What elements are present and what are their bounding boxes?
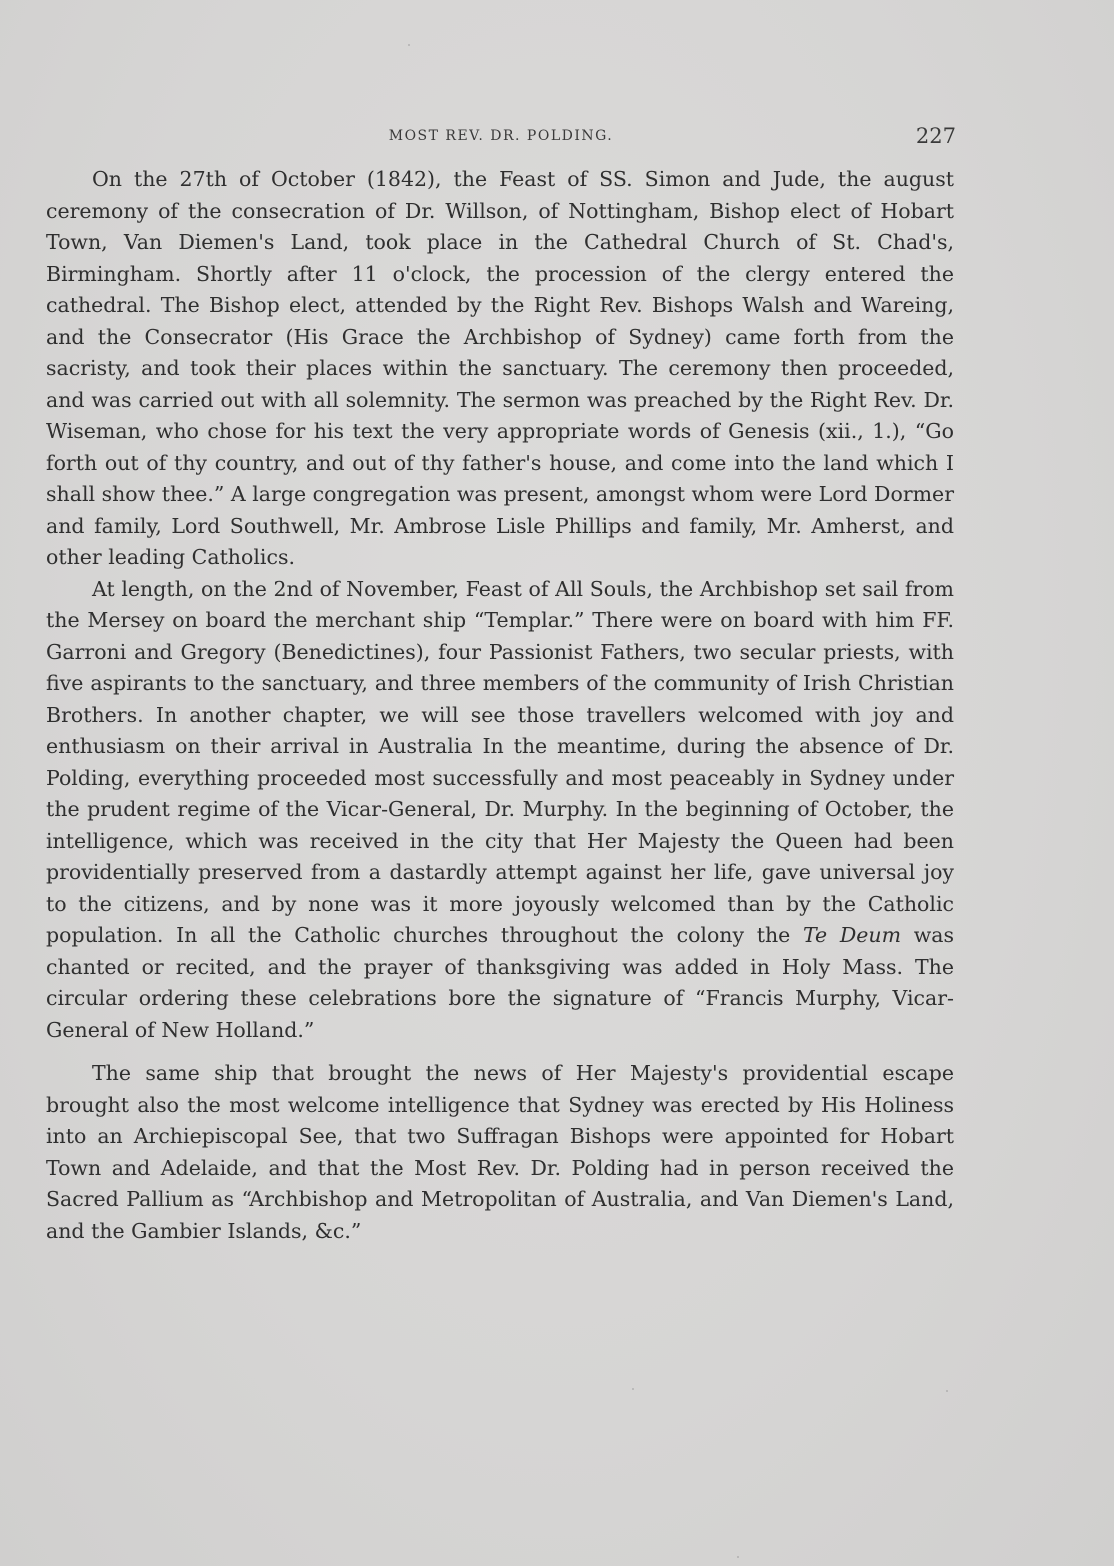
paragraph-archiepiscopal-see	[46, 1058, 954, 1247]
paper-speck	[632, 1388, 634, 1390]
paper-speck	[408, 44, 410, 46]
paragraph-text: On the 27th of October (1842), the Feast of SS. Simon and Jude, the august ceremony of the consecration of Dr. Willson, of Nottingham, Bishop elect of Hobart Town, Van Diemen's Land, took place in the Cathedral Church of St. Chad's, Birmingham. Shortly after 11 o'clock, the procession of the clergy entered the cathedral. The Bishop elect, attended by the Right Rev. Bishops Walsh and Wareing, and the Consecrator (His Grace the Archbishop of Sydney) came forth from the sacristy, and took their places within the sanctuary. The ceremony then proceeded, and was carried out with all solemnity. The sermon was preached by the Right Rev. Dr. Wiseman, who chose for his text the very appropriate words of Genesis (xii., 1.), “Go forth out of thy country, and out of thy father's house, and come into the land which I shall show thee.” A large congregation was present, amongst whom were Lord Dormer and family, Lord Southwell, Mr. Ambrose Lisle Phillips and family, Mr. Amherst, and other leading Catholics.	[46, 167, 954, 569]
paper-speck	[737, 1556, 739, 1558]
paper-speck	[946, 1390, 948, 1392]
running-head	[46, 124, 956, 154]
page-number: 227	[915, 124, 956, 148]
paragraph-text: At length, on the 2nd of November, Feast of All Souls, the Archbishop set sail from the Mersey on board the merchant ship “Templar.” There were on board with him FF. Garroni and Gregory (Benedictines), four Passionist Fathers, two secular priests, with five aspirants to the sanctuary, and three members of the community of Irish Christian Brothers. In another chapter, we will see those travellers welcomed with joy and enthusiasm on their arrival in Australia In the meantime, during the absence of Dr. Polding, everything proceeded most successfully and most peaceably in Sydney under the prudent regime of the Vicar-General, Dr. Murphy. In the beginning of October, the intelligence, which was received in the city that Her Majesty the Queen had been providentially preserved from a dastardly attempt against her life, gave universal joy to the citizens, and by none was it more joyously welcomed than by the Catholic population. In all the Catholic churches throughout the colony the	[46, 576, 954, 947]
paragraph-departure	[46, 574, 954, 1047]
latin-phrase: Te Deum	[802, 923, 902, 947]
paragraph-text: The same ship that brought the news of Her Majesty's providential escape brought also the most welcome intelligence that Sydney was erected by His Holiness into an Archiepiscopal See, that two Suffragan Bishops were appointed for Hobart Town and Adelaide, and that the Most Rev. Dr. Polding had in person received the Sacred Pallium as “Archbishop and Metropolitan of Australia, and Van Diemen's Land, and the Gambier Islands, &c.”	[46, 1061, 954, 1243]
paragraph-consecration	[46, 164, 954, 574]
body-text	[46, 164, 954, 1247]
paragraph-text: was chanted or recited, and the prayer of thanksgiving was added in Holy Mass. The circular ordering these celebrations bore the signature of “Francis Murphy, Vicar-General of New Holland.”	[46, 923, 954, 1042]
running-title: MOST REV. DR. POLDING.	[388, 128, 614, 144]
